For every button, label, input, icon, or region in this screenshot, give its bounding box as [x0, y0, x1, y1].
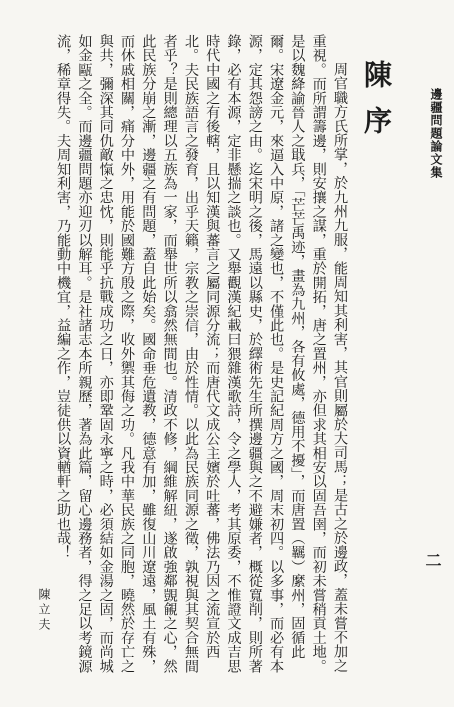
preface-body — [30, 34, 350, 674]
running-title: 邊疆問題論文集 — [429, 88, 443, 179]
preface-paragraph: 周官職方氏所掌，於九州九服，能周知其利害，其官則屬於大司馬；是古之於邊政，蓋未嘗不加之重視。而所謂籌邊，則安攘之謀，重於開拓，唐之置州，亦但求其相安以固吾圉，而初未嘗稍貢土地。是以魏絳諭晉人之戢兵，「芒芒禹迹，畫為九州，各有攸處，德用不擾」，而唐置（羈）縻州，固循此爾。宋遼金元，來逼入中原，諸之變也，不僅此也。是史記紀周方之國，周末初四。以多事，而必有本源，定其怨謗之由。迄宋明之後，馬遠以縣史，於繹術先生所撰邊疆與之不避嫌者，概從寬削，則所著錄，必有本源，定非懸揣之談也。又舉觀漢紀載曰猥雜漢歌詩，令之學人，考其原委，不惟證文成吉思時代中國之有後轄，且以知漢與蕃言之屬同源分流；而唐代文成公主嬪於吐蕃，佛法乃因之流宣於西北。夫民族語言之發育，出乎天籟，宗教之崇信，由於性情。以此為民族同源之徵，孰視與其契合無間者乎？是則總理以五族為一家，而舉世所以翕然無間也。清政不修，綱維解紐，遂啟強鄰覬覦之心，然此民族分崩之漸，邊疆之有問題，蓋自此始矣。國命垂危遺教，德意有加，雖復山川遼遠，風土有殊，而休戚相關，痛分中外，用能於國難方殷之際，收外禦其侮之功。凡我中華民族之同胞，曉然於存亡之與共，彌深其同仇敵愾之忠忱，則能乎抗戰成功之日，亦即鞏固永寧之時，必須結如金湯之固，而尚城如金甌之全。而邊疆問題亦迎刃以解耳。是社諸志本所親歷，著為此篇，留心邊務者，得之足以考鏡源流，稀章得失。夫周知利害，乃能動中機宜，益編之作，豈徒供以資輶軒之助也哉！ — [55, 34, 348, 673]
author-signature: 陳立夫 — [37, 588, 51, 633]
page-number: 二 — [423, 552, 442, 568]
preface-title: 陳序 — [360, 60, 393, 152]
